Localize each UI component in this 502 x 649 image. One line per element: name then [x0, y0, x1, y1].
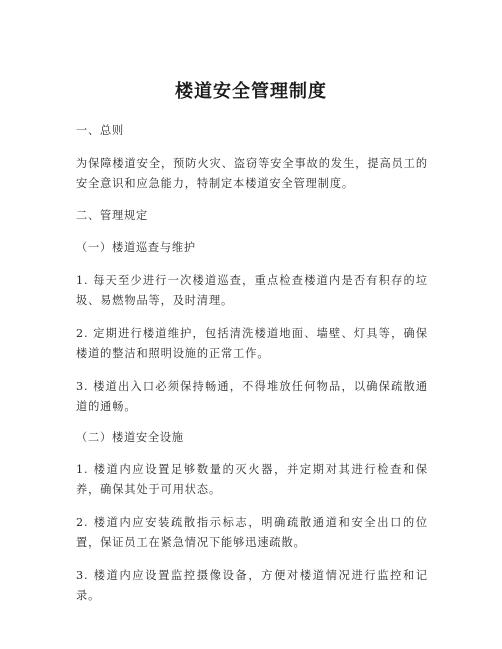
list-item-inspection-1: 1. 每天至少进行一次楼道巡查，重点检查楼道内是否有积存的垃圾、易燃物品等，及时清理。 [76, 274, 428, 307]
document-title: 楼道安全管理制度 [175, 81, 327, 102]
subsection-heading-facilities: （二）楼道安全设施 [76, 431, 184, 444]
section-heading-regulations: 二、管理规定 [76, 209, 148, 222]
subsection-heading-inspection: （一）楼道巡查与维护 [76, 241, 196, 254]
list-item-inspection-3: 3. 楼道出入口必须保持畅通，不得堆放任何物品，以确保疏散通道的通畅。 [76, 380, 428, 413]
section-heading-general: 一、总则 [76, 124, 124, 137]
list-item-facilities-2: 2. 楼道内应安装疏散指示标志，明确疏散通道和安全出口的位置，保证员工在紧急情况下能够迅速疏散。 [76, 516, 428, 549]
list-item-inspection-2: 2. 定期进行楼道维护，包括清洗楼道地面、墙壁、灯具等，确保楼道的整洁和照明设施的正常工作。 [76, 327, 428, 360]
paragraph-purpose: 为保障楼道安全，预防火灾、盗窃等安全事故的发生，提高员工的安全意识和应急能力，特制定本楼道安全管理制度。 [76, 157, 428, 190]
list-item-facilities-1: 1. 楼道内应设置足够数量的灭火器，并定期对其进行检查和保养，确保其处于可用状态。 [76, 463, 428, 496]
list-item-facilities-3: 3. 楼道内应设置监控摄像设备，方便对楼道情况进行监控和记录。 [76, 569, 428, 602]
